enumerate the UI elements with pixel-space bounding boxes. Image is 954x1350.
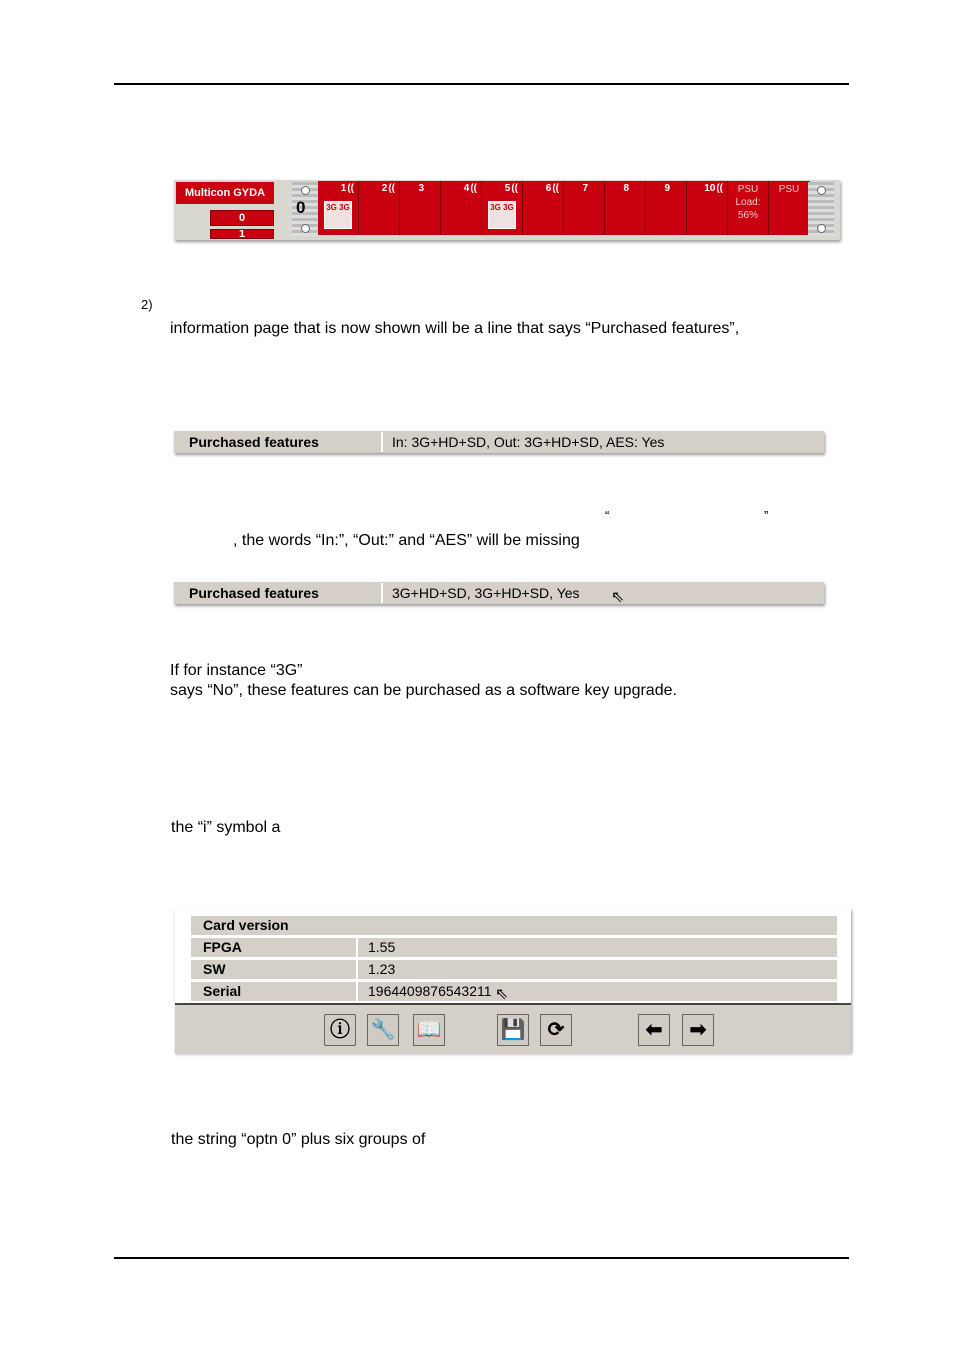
purchased-features-value: 3G+HD+SD, 3G+HD+SD, Yes: [392, 585, 580, 601]
signal-icon: ((: [388, 183, 395, 194]
header-rule: [114, 83, 849, 85]
refresh-icon[interactable]: ⟳: [540, 1014, 572, 1046]
purchased-features-row-short: [174, 582, 824, 604]
card-info-value: 1.23: [368, 961, 396, 977]
card-info-row-fpga: [191, 938, 837, 957]
signal-icon: ((: [347, 183, 354, 194]
slot-label: 10((: [704, 183, 723, 194]
psu-label: PSU Load: 56%: [735, 184, 761, 221]
quote-mark: ”: [764, 508, 769, 523]
wrench-icon[interactable]: 🔧: [367, 1014, 399, 1046]
purchased-features-label: Purchased features: [179, 432, 383, 452]
arrow-left-icon[interactable]: ⬅: [638, 1014, 670, 1046]
body-text-line: the “i” symbol a: [171, 819, 281, 836]
body-text-line: the string “optn 0” plus six groups of: [171, 1131, 426, 1148]
slot-1[interactable]: [318, 181, 359, 235]
card-version-panel: [175, 908, 851, 1052]
book-icon[interactable]: 📖: [413, 1014, 445, 1046]
frame-brand[interactable]: Multicon GYDA: [176, 182, 274, 204]
purchased-features-row-full: [174, 431, 824, 453]
body-text-line: says “No”, these features can be purchased as a software key upgrade.: [170, 682, 677, 699]
body-text-line: information page that is now shown will be a line that says “Purchased features”,: [170, 320, 740, 337]
info-icon[interactable]: ⓘ: [324, 1014, 356, 1046]
card-info-key: Serial: [203, 983, 242, 999]
psu-label: PSU: [778, 184, 800, 195]
slot-label: 3: [418, 183, 424, 194]
slot-9[interactable]: [646, 181, 687, 235]
body-text-line: If for instance “3G”: [170, 662, 303, 679]
card-3g-badge: 3G 3G: [324, 201, 352, 229]
slot-label: 7: [582, 183, 588, 194]
psu-slot-1[interactable]: [728, 181, 769, 235]
quote-mark: “: [605, 508, 610, 523]
signal-icon: ((: [552, 183, 559, 194]
body-text-line: , the words “In:”, “Out:” and “AES” will be missing: [233, 532, 580, 549]
slot-label: 5((: [504, 183, 518, 194]
card-info-key: FPGA: [203, 939, 242, 955]
card-toolbar: [175, 1003, 851, 1054]
purchased-features-label: Purchased features: [179, 583, 383, 603]
step-number: 2): [141, 297, 153, 312]
slot-label: 4((: [463, 183, 477, 194]
signal-icon: ((: [716, 183, 723, 194]
psu-slot-2[interactable]: [769, 181, 810, 235]
frame-index: 0: [296, 198, 306, 217]
arrow-right-icon[interactable]: ➡: [682, 1014, 714, 1046]
slot-4[interactable]: [441, 181, 482, 235]
mouse-cursor-icon: ⇖: [495, 986, 509, 1003]
signal-icon: ((: [511, 183, 518, 194]
slot-row: [318, 181, 810, 235]
card-version-title: Card version: [203, 917, 289, 933]
card-info-row-serial: [191, 982, 837, 1001]
slot-3[interactable]: [400, 181, 441, 235]
card-info-row-sw: [191, 960, 837, 979]
save-icon[interactable]: 💾: [497, 1014, 529, 1046]
slot-label: 6((: [545, 183, 559, 194]
slot-6[interactable]: [523, 181, 564, 235]
slot-2[interactable]: [359, 181, 400, 235]
slot-5[interactable]: [482, 181, 523, 235]
slot-8[interactable]: [605, 181, 646, 235]
frame-brand-value: 0: [210, 210, 274, 226]
card-info-value: 1.55: [368, 939, 396, 955]
slot-label: 9: [664, 183, 670, 194]
purchased-features-value: In: 3G+HD+SD, Out: 3G+HD+SD, AES: Yes: [392, 434, 665, 450]
card-3g-badge: 3G 3G: [488, 201, 516, 229]
frame-rail-right: [808, 182, 834, 236]
card-info-value: 1964409876543211: [368, 983, 492, 999]
signal-icon: ((: [470, 183, 477, 194]
slot-10[interactable]: [687, 181, 728, 235]
slot-label: 8: [623, 183, 629, 194]
card-info-key: SW: [203, 961, 226, 977]
mouse-cursor-icon: ⇖: [611, 589, 625, 606]
card-version-header: [191, 916, 837, 935]
slot-label: 1((: [340, 183, 354, 194]
frame-strip: [174, 180, 840, 240]
slot-7[interactable]: [564, 181, 605, 235]
frame-brand-value: 1: [210, 229, 274, 239]
footer-rule: [114, 1257, 849, 1259]
slot-label: 2((: [381, 183, 395, 194]
